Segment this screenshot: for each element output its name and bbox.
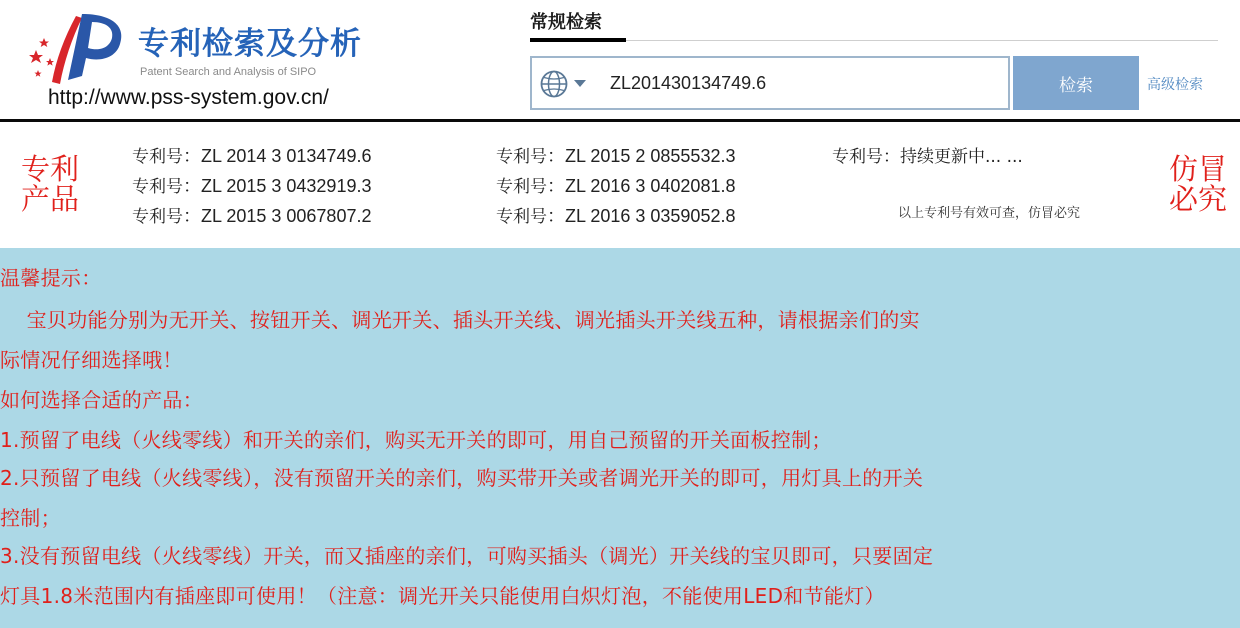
- notice-line: 3.没有预留电线（火线零线）开关，而又插座的亲们，可购买插头（调光）开关线的宝贝即可，只要固定: [0, 544, 934, 568]
- globe-icon[interactable]: [539, 69, 569, 99]
- patent-number-line: [832, 142, 1023, 167]
- counterfeit-warning-label: [1166, 154, 1230, 214]
- advanced-search-link[interactable]: 高级检索: [1147, 77, 1203, 93]
- patent-label: 专利号: [496, 177, 547, 197]
- patent-product-label-text: 专利 产品: [20, 152, 79, 216]
- patent-number-line: [132, 202, 371, 228]
- patent-number: ：ZL 2015 3 0067807.2: [183, 206, 372, 226]
- notice-line: 灯具1.8米范围内有插座即可使用！（注意：调光开关只能使用白炽灯泡，不能使用LED和节能灯）: [0, 584, 885, 608]
- notice-subheading: 如何选择合适的产品：: [0, 388, 203, 412]
- tab-regular-search[interactable]: 常规检索: [530, 12, 602, 33]
- notice-panel: [0, 248, 1240, 628]
- patent-label: 专利号: [132, 147, 183, 167]
- notice-line: 控制；: [0, 506, 61, 530]
- patent-label: 专利号: [132, 207, 183, 227]
- notice-heading: 温馨提示：: [0, 266, 102, 290]
- patent-number-line: [132, 142, 371, 168]
- patent-number: ：ZL 2016 3 0402081.8: [547, 176, 736, 196]
- notice-line: 2.只预留了电线（火线零线），没有预留开关的亲们，购买带开关或者调光开关的即可，用灯具上的开关: [0, 466, 924, 490]
- patent-number: ：ZL 2015 2 0855532.3: [547, 146, 736, 166]
- site-header: [0, 0, 1240, 120]
- patent-number-line: [132, 172, 371, 198]
- active-tab-indicator: [530, 38, 626, 42]
- site-url[interactable]: http://www.pss-system.gov.cn/: [48, 86, 329, 109]
- valid-note: 以上专利号有效可查，仿冒必究: [898, 206, 1081, 221]
- patent-number: ：ZL 2014 3 0134749.6: [183, 146, 372, 166]
- patent-product-label: [18, 154, 82, 214]
- search-input[interactable]: [610, 69, 990, 97]
- patent-number-line: [496, 142, 735, 168]
- patent-number: ：ZL 2016 3 0359052.8: [547, 206, 736, 226]
- notice-line: 际情况仔细选择哦！: [0, 348, 183, 372]
- patent-label: 专利号: [496, 207, 547, 227]
- patent-number-line: [496, 172, 735, 198]
- notice-line: 宝贝功能分别为无开关、按钮开关、调光开关、插头开关线、调光插头开关线五种，请根据亲们的实: [0, 308, 920, 332]
- caret-down-icon[interactable]: [574, 80, 586, 87]
- patent-label: 专利号: [832, 147, 883, 167]
- search-box: [530, 56, 1010, 110]
- patent-label: 专利号: [132, 177, 183, 197]
- patent-band: [0, 122, 1240, 248]
- sipo-logo[interactable]: [22, 8, 134, 86]
- brand-title: 专利检索及分析: [138, 26, 362, 62]
- brand-subtitle: Patent Search and Analysis of SIPO: [140, 66, 317, 78]
- counterfeit-warning-label-text: 仿冒 必究: [1168, 152, 1227, 216]
- patent-label: 专利号: [496, 147, 547, 167]
- search-button[interactable]: 检索: [1013, 56, 1139, 110]
- patent-number-line: [496, 202, 735, 228]
- notice-line: 1.预留了电线（火线零线）和开关的亲们，购买无开关的即可，用自己预留的开关面板控制；: [0, 428, 832, 452]
- patent-number: ：持续更新中... ...: [883, 147, 1023, 167]
- patent-number: ：ZL 2015 3 0432919.3: [183, 176, 372, 196]
- tab-rule: [626, 40, 1218, 41]
